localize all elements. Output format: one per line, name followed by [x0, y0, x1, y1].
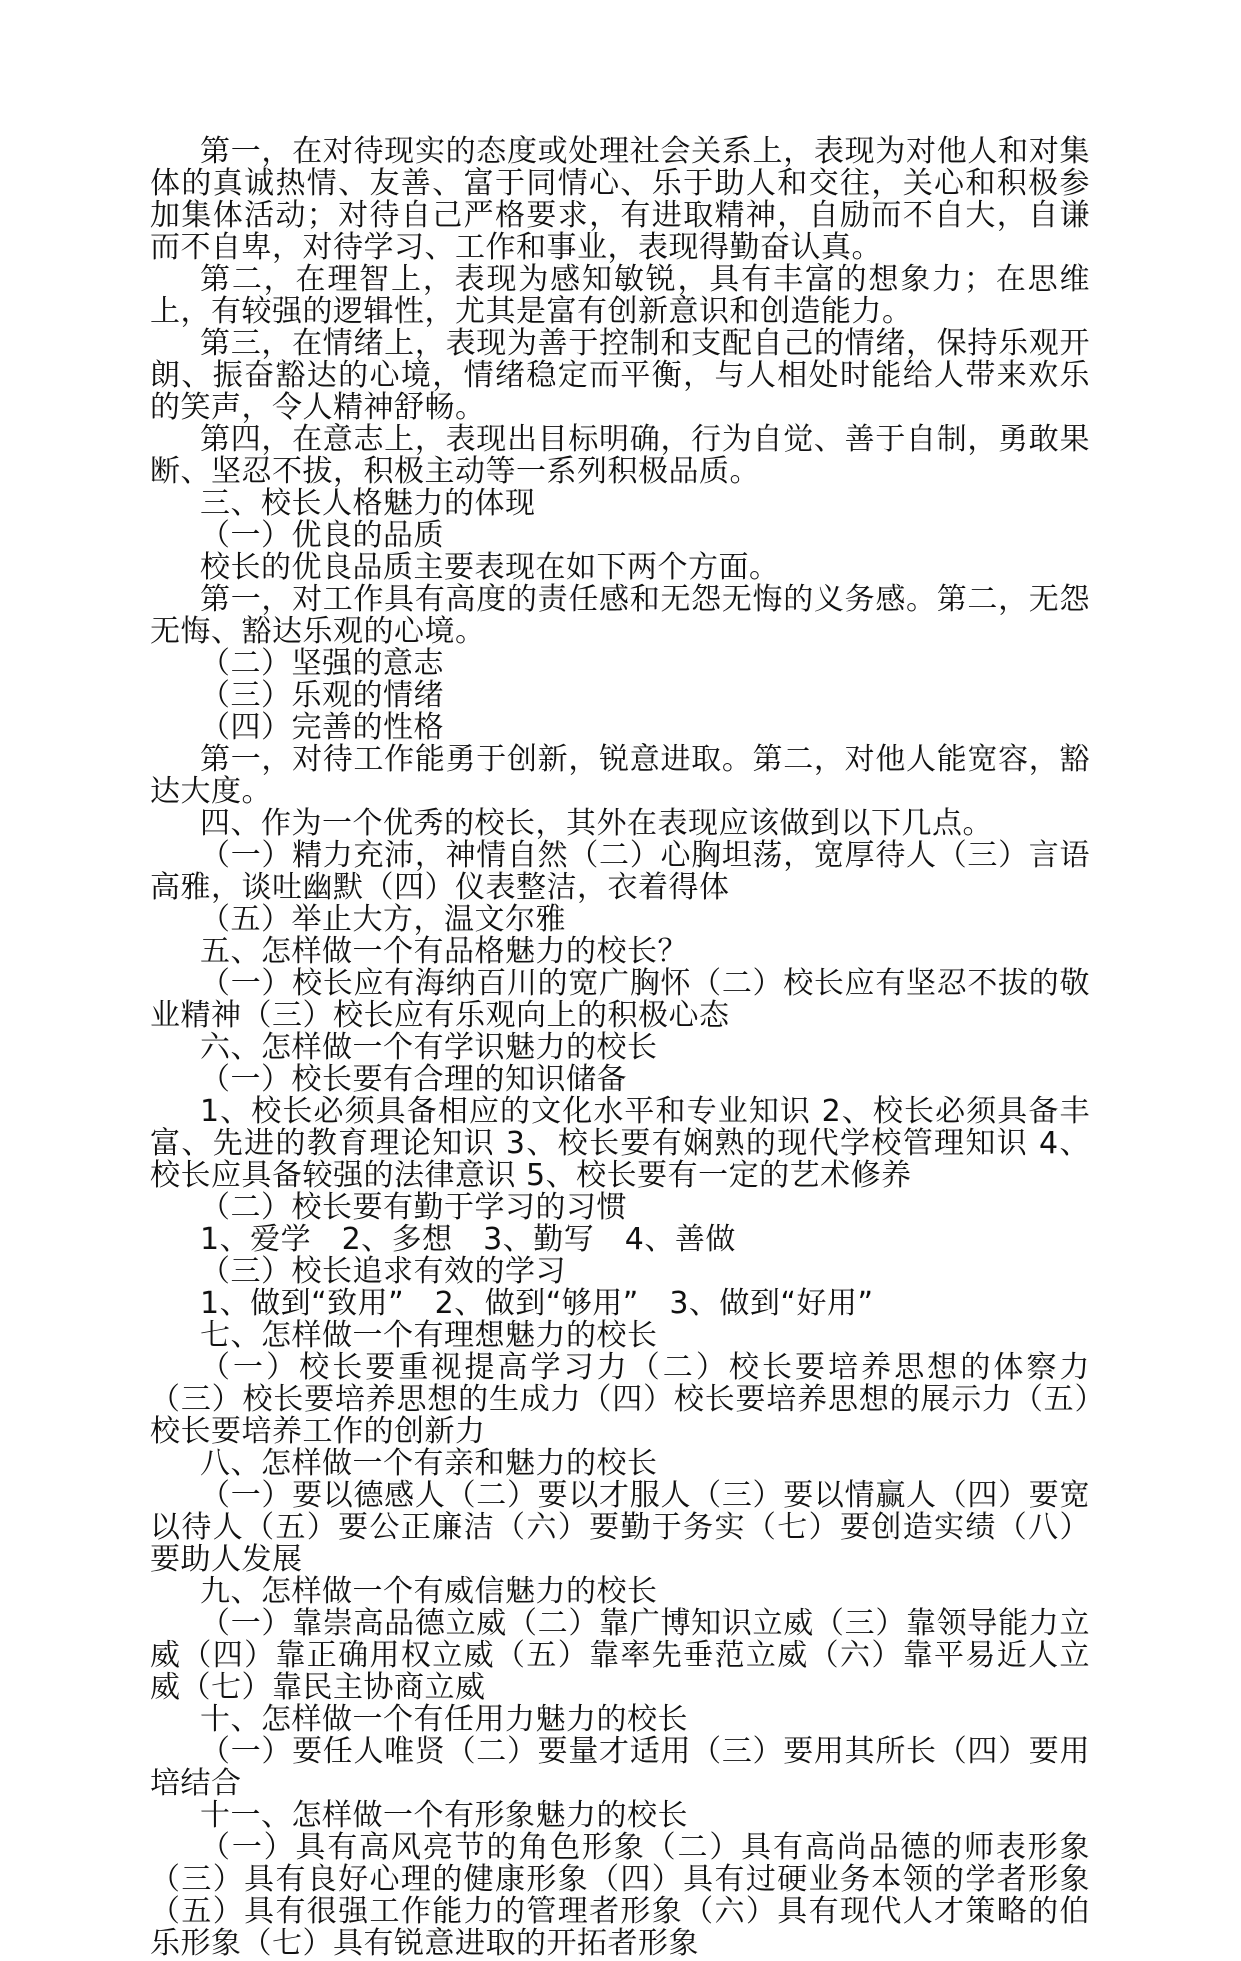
paragraph: 第一，对待工作能勇于创新，锐意进取。第二，对他人能宽容，豁达大度。	[150, 742, 1090, 809]
document-body	[150, 136, 1090, 1960]
paragraph: 第一，对工作具有高度的责任感和无怨无悔的义务感。第二，无怨无悔、豁达乐观的心境。	[150, 582, 1090, 649]
paragraph: 第一，在对待现实的态度或处理社会关系上，表现为对他人和对集体的真诚热情、友善、富于同情心、乐于助人和交往，关心和积极参加集体活动；对待自己严格要求，有进取精神，自励而不自大，自谦而不自卑，对待学习、工作和事业，表现得勤奋认真。	[150, 134, 1090, 265]
paragraph: 1、校长必须具备相应的文化水平和专业知识 2、校长必须具备丰富、先进的教育理论知识 3、校长要有娴熟的现代学校管理知识 4、校长应具备较强的法律意识 5、校长要有一定的艺术修养	[150, 1094, 1090, 1193]
paragraph: 第四，在意志上，表现出目标明确，行为自觉、善于自制，勇敢果断、坚忍不拔，积极主动等一系列积极品质。	[150, 422, 1090, 489]
paragraph: （一）具有高风亮节的角色形象（二）具有高尚品德的师表形象（三）具有良好心理的健康形象（四）具有过硬业务本领的学者形象（五）具有很强工作能力的管理者形象（六）具有现代人才策略的伯乐形象（七）具有锐意进取的开拓者形象	[150, 1830, 1090, 1961]
paragraph: 1、爱学 2、多想 3、勤写 4、善做	[200, 1222, 736, 1257]
paragraph: （五）举止大方，温文尔雅	[200, 902, 566, 937]
paragraph: 第二，在理智上，表现为感知敏锐，具有丰富的想象力；在思维上，有较强的逻辑性，尤其是富有创新意识和创造能力。	[150, 262, 1090, 329]
section-heading: 九、怎样做一个有威信魅力的校长	[200, 1574, 658, 1609]
subsection-heading: （一）优良的品质	[200, 518, 444, 553]
subsection-heading: （三）乐观的情绪	[200, 678, 444, 713]
paragraph: （一）精力充沛，神情自然（二）心胸坦荡，宽厚待人（三）言语高雅，谈吐幽默（四）仪表整洁，衣着得体	[150, 838, 1090, 905]
section-heading: 五、怎样做一个有品格魅力的校长？	[200, 934, 688, 969]
section-heading: 十、怎样做一个有任用力魅力的校长	[200, 1702, 688, 1737]
subsection-heading: （四）完善的性格	[200, 710, 444, 745]
paragraph: （一）要任人唯贤（二）要量才适用（三）要用其所长（四）要用培结合	[150, 1734, 1090, 1801]
subsection-heading: （二）校长要有勤于学习的习惯	[200, 1190, 627, 1225]
section-heading: 八、怎样做一个有亲和魅力的校长	[200, 1446, 658, 1481]
paragraph: 1、做到“致用” 2、做到“够用” 3、做到“好用”	[200, 1286, 874, 1321]
paragraph: 第三，在情绪上，表现为善于控制和支配自己的情绪，保持乐观开朗、振奋豁达的心境，情绪稳定而平衡，与人相处时能给人带来欢乐的笑声，令人精神舒畅。	[150, 326, 1090, 425]
section-heading: 七、怎样做一个有理想魅力的校长	[200, 1318, 658, 1353]
paragraph: （一）要以德感人（二）要以才服人（三）要以情赢人（四）要宽以待人（五）要公正廉洁（六）要勤于务实（七）要创造实绩（八）要助人发展	[150, 1478, 1090, 1577]
section-heading: 三、校长人格魅力的体现	[200, 486, 536, 521]
paragraph: （一）校长应有海纳百川的宽广胸怀（二）校长应有坚忍不拔的敬业精神（三）校长应有乐观向上的积极心态	[150, 966, 1090, 1033]
subsection-heading: （二）坚强的意志	[200, 646, 444, 681]
section-heading: 四、作为一个优秀的校长，其外在表现应该做到以下几点。	[200, 806, 993, 841]
paragraph: （一）靠崇高品德立威（二）靠广博知识立威（三）靠领导能力立威（四）靠正确用权立威（五）靠率先垂范立威（六）靠平易近人立威（七）靠民主协商立威	[150, 1606, 1090, 1705]
section-heading: 六、怎样做一个有学识魅力的校长	[200, 1030, 658, 1065]
paragraph: 校长的优良品质主要表现在如下两个方面。	[200, 550, 780, 585]
section-heading: 十一、怎样做一个有形象魅力的校长	[200, 1798, 688, 1833]
subsection-heading: （一）校长要有合理的知识储备	[200, 1062, 627, 1097]
paragraph: （一）校长要重视提高学习力（二）校长要培养思想的体察力（三）校长要培养思想的生成力（四）校长要培养思想的展示力（五）校长要培养工作的创新力	[150, 1350, 1090, 1449]
subsection-heading: （三）校长追求有效的学习	[200, 1254, 566, 1289]
